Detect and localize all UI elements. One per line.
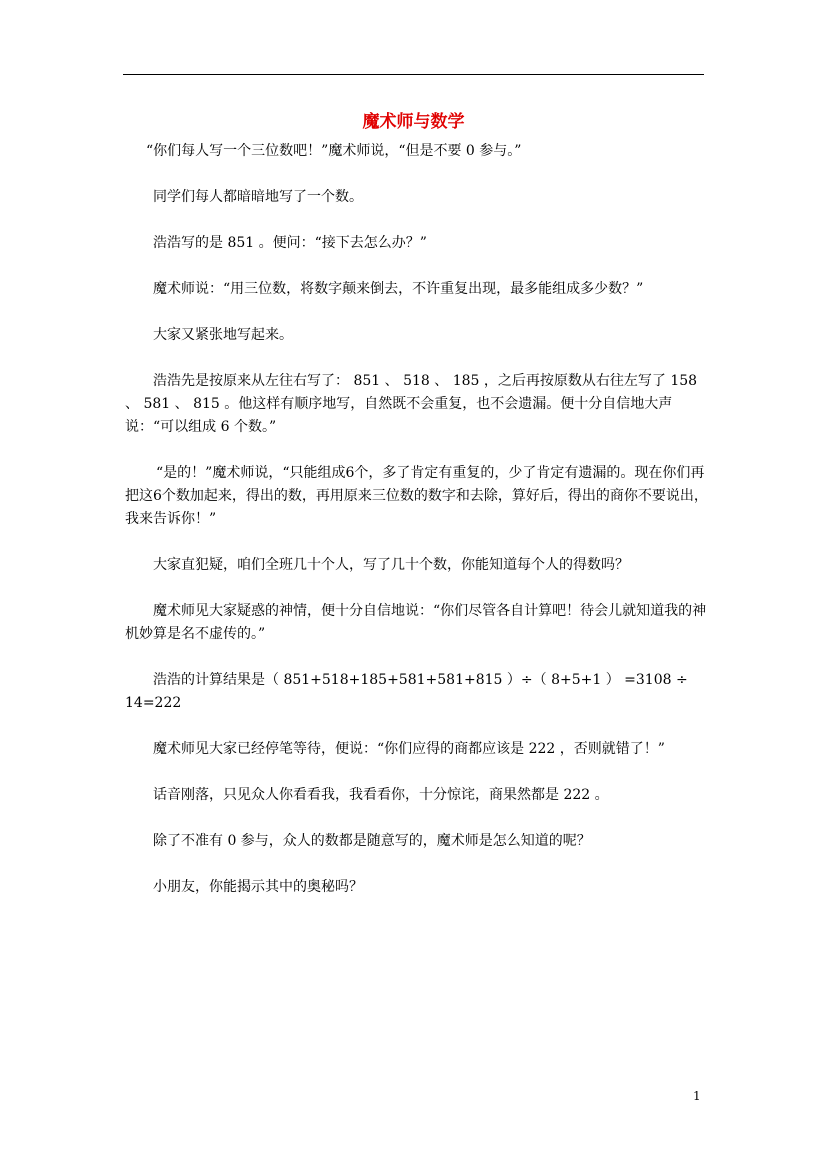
paragraph-12: 话音刚落，只见众人你看看我，我看看你，十分惊诧，商果然都是 222 。 (153, 787, 609, 803)
paragraph-10: 浩浩的计算结果是（ 851+518+185+581+581+815 ）÷（ 8+5+1 ） =3108 ÷ 14=222 (125, 672, 688, 711)
paragraph-13: 除了不准有 0 参与，众人的数都是随意写的，魔术师是怎么知道的呢？ (153, 833, 591, 849)
document-title: 魔术师与数学 (362, 112, 465, 132)
paragraph-6: 浩浩先是按原来从左往右写了： 851 、 518 、 185 ，之后再按原数从右往左写了 158 、 581 、 815 。他这样有顺序地写，自然既不会重复，也不会遗漏。便十分自信地大声说：“可以组成 6 个数。” (125, 373, 698, 435)
paragraph-9: 魔术师见大家疑惑的神情，便十分自信地说：“你们尽管各自计算吧！待会儿就知道我的神机妙算是名不虚传的。” (125, 603, 707, 642)
document-body (125, 140, 711, 922)
page-number: 1 (693, 1089, 701, 1103)
paragraph-7: “是的！”魔术师说，“只能组成6个，多了肯定有重复的，少了肯定有遗漏的。现在你们再把这6个数加起来，得出的数，再用原来三位数的数字和去除，算好后，得出的商你不要说出，我来告诉你！” (125, 465, 708, 527)
paragraph-5: 大家又紧张地写起来。 (153, 327, 293, 343)
paragraph-4: 魔术师说：“用三位数，将数字颠来倒去，不许重复出现，最多能组成多少数？” (153, 281, 644, 297)
paragraph-11: 魔术师见大家已经停笔等待，便说：“你们应得的商都应该是 222 ，否则就错了！” (153, 741, 665, 757)
paragraph-14: 小朋友，你能揭示其中的奥秘吗？ (153, 879, 363, 895)
paragraph-1: “你们每人写一个三位数吧！”魔术师说，“但是不要 0 参与。” (146, 143, 522, 159)
paragraph-3: 浩浩写的是 851 。便问：“接下去怎么办？” (153, 235, 427, 251)
header-rule (123, 74, 704, 75)
paragraph-8: 大家直犯疑，咱们全班几十个人，写了几十个数，你能知道每个人的得数吗？ (153, 557, 629, 573)
paragraph-2: 同学们每人都暗暗地写了一个数。 (153, 189, 363, 205)
